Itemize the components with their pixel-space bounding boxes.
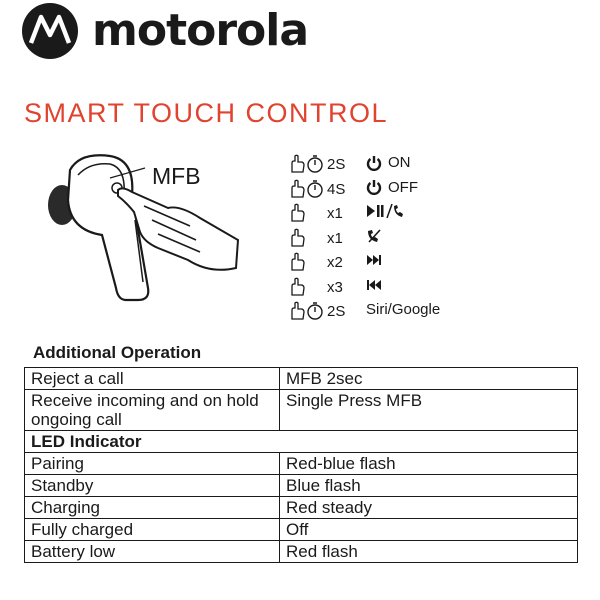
control-count: 2S <box>327 303 346 320</box>
control-row <box>288 275 588 300</box>
mfb-label: MFB <box>152 163 201 189</box>
table-row <box>25 519 578 541</box>
control-row <box>288 299 588 324</box>
additional-operation-heading: Additional Operation <box>33 343 202 362</box>
control-count: x1 <box>327 205 343 222</box>
control-count: x2 <box>327 254 343 271</box>
table-cell: Red steady <box>280 497 578 519</box>
previous-track-icon <box>366 277 382 293</box>
brand-header <box>22 3 308 59</box>
table-cell: Red flash <box>280 541 578 563</box>
touch-hold-icon <box>288 301 326 321</box>
table-cell: Charging <box>25 497 280 519</box>
touch-hold-icon <box>288 179 326 199</box>
led-indicator-heading-row <box>25 431 578 453</box>
control-row <box>288 250 588 275</box>
table-row <box>25 390 578 431</box>
table-row <box>25 475 578 497</box>
control-count: 2S <box>327 156 346 173</box>
control-row <box>288 226 588 251</box>
control-row <box>288 177 588 202</box>
next-track-icon <box>366 252 382 268</box>
control-count: x1 <box>327 229 343 247</box>
touch-icon <box>288 277 326 297</box>
power-icon <box>366 179 382 195</box>
brand-name: motorola <box>92 5 309 56</box>
touch-icon <box>288 252 326 272</box>
page-title: SMART TOUCH CONTROL <box>24 98 389 128</box>
control-action-text: Siri/Google <box>366 301 441 318</box>
table-cell: Single Press MFB <box>280 390 578 431</box>
table-cell: Standby <box>25 475 280 497</box>
motorola-logo-icon <box>22 3 78 59</box>
touch-control-list <box>288 152 588 324</box>
end-call-icon <box>366 228 382 244</box>
table-cell: Off <box>280 519 578 541</box>
table-cell: Red-blue flash <box>280 453 578 475</box>
touch-icon <box>288 228 326 248</box>
control-row <box>288 152 588 177</box>
table-row <box>25 368 578 390</box>
table-row <box>25 541 578 563</box>
table-cell: MFB 2sec <box>280 368 578 390</box>
control-action-text: OFF <box>388 178 418 196</box>
control-row <box>288 201 588 226</box>
control-count: x3 <box>327 278 343 296</box>
table-cell: Battery low <box>25 541 280 563</box>
control-count: 4S <box>327 180 346 198</box>
operations-table <box>24 367 578 563</box>
touch-hold-icon <box>288 154 326 174</box>
table-cell: Fully charged <box>25 519 280 541</box>
table-cell: Blue flash <box>280 475 578 497</box>
table-cell: Reject a call <box>25 368 280 390</box>
table-cell: Pairing <box>25 453 280 475</box>
earbud-illustration <box>40 150 250 310</box>
power-icon <box>366 155 382 171</box>
table-row <box>25 453 578 475</box>
play-pause-call-icon <box>366 203 404 219</box>
table-cell: Receive incoming and on hold ongoing call <box>25 390 280 431</box>
touch-icon <box>288 203 326 223</box>
table-row <box>25 497 578 519</box>
control-action-text: ON <box>388 154 411 171</box>
led-indicator-heading: LED Indicator <box>25 431 578 453</box>
